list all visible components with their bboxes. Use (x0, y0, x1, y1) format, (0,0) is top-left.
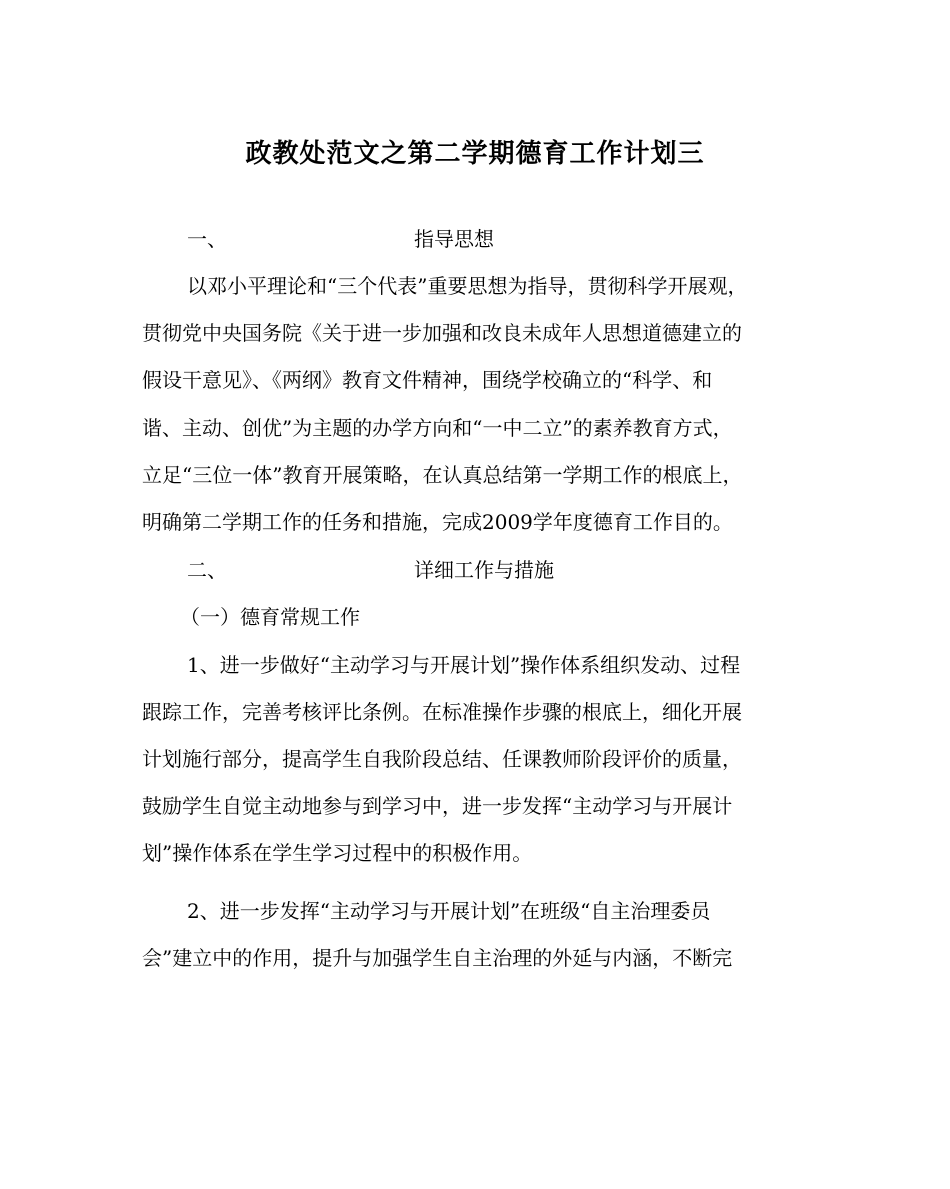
paragraph-1-line-6: 明确第二学期工作的任务和措施，完成2009学年度德育工作目的。 (142, 510, 733, 534)
section-1-number: 一、 (187, 227, 227, 251)
section-2-number: 二、 (187, 558, 227, 582)
subsection-heading: （一）德育常规工作 (180, 605, 360, 629)
item-1-line-1: 1、进一步做好“主动学习与开展计划”操作体系组织发动、过程 (187, 653, 741, 677)
item-1-line-3: 计划施行部分，提高学生自我阶段总结、任课教师阶段评价的质量， (142, 747, 742, 771)
section-2-heading: 详细工作与措施 (414, 558, 554, 582)
section-1-heading: 指导思想 (414, 227, 494, 251)
paragraph-1-line-5: 立足“三位一体”教育开展策略，在认真总结第一学期工作的根底上， (142, 463, 743, 487)
paragraph-1-line-2: 贯彻党中央国务院《关于进一步加强和改良未成年人思想道德建立的 (142, 321, 742, 345)
item-2-line-1: 2、进一步发挥“主动学习与开展计划”在班级“自主治理委员 (187, 899, 711, 923)
item-1-line-4: 鼓励学生自觉主动地参与到学习中，进一步发挥“主动学习与开展计 (142, 794, 733, 818)
paragraph-1-line-1: 以邓小平理论和“三个代表”重要思想为指导，贯彻科学开展观， (187, 274, 748, 298)
item-2-line-2: 会”建立中的作用，提升与加强学生自主治理的外延与内涵，不断完 (142, 946, 733, 970)
item-1-line-5: 划”操作体系在学生学习过程中的积极作用。 (142, 841, 533, 865)
item-1-line-2: 跟踪工作，完善考核评比条例。在标准操作步骤的根底上，细化开展 (142, 700, 742, 724)
document-title: 政教处范文之第二学期德育工作计划三 (245, 139, 705, 169)
paragraph-1-line-4: 谐、主动、创优”为主题的办学方向和“一中二立”的素养教育方式， (142, 416, 733, 440)
paragraph-1-line-3: 假设干意见》、《两纲》教育文件精神，围绕学校确立的“科学、和 (142, 368, 713, 392)
